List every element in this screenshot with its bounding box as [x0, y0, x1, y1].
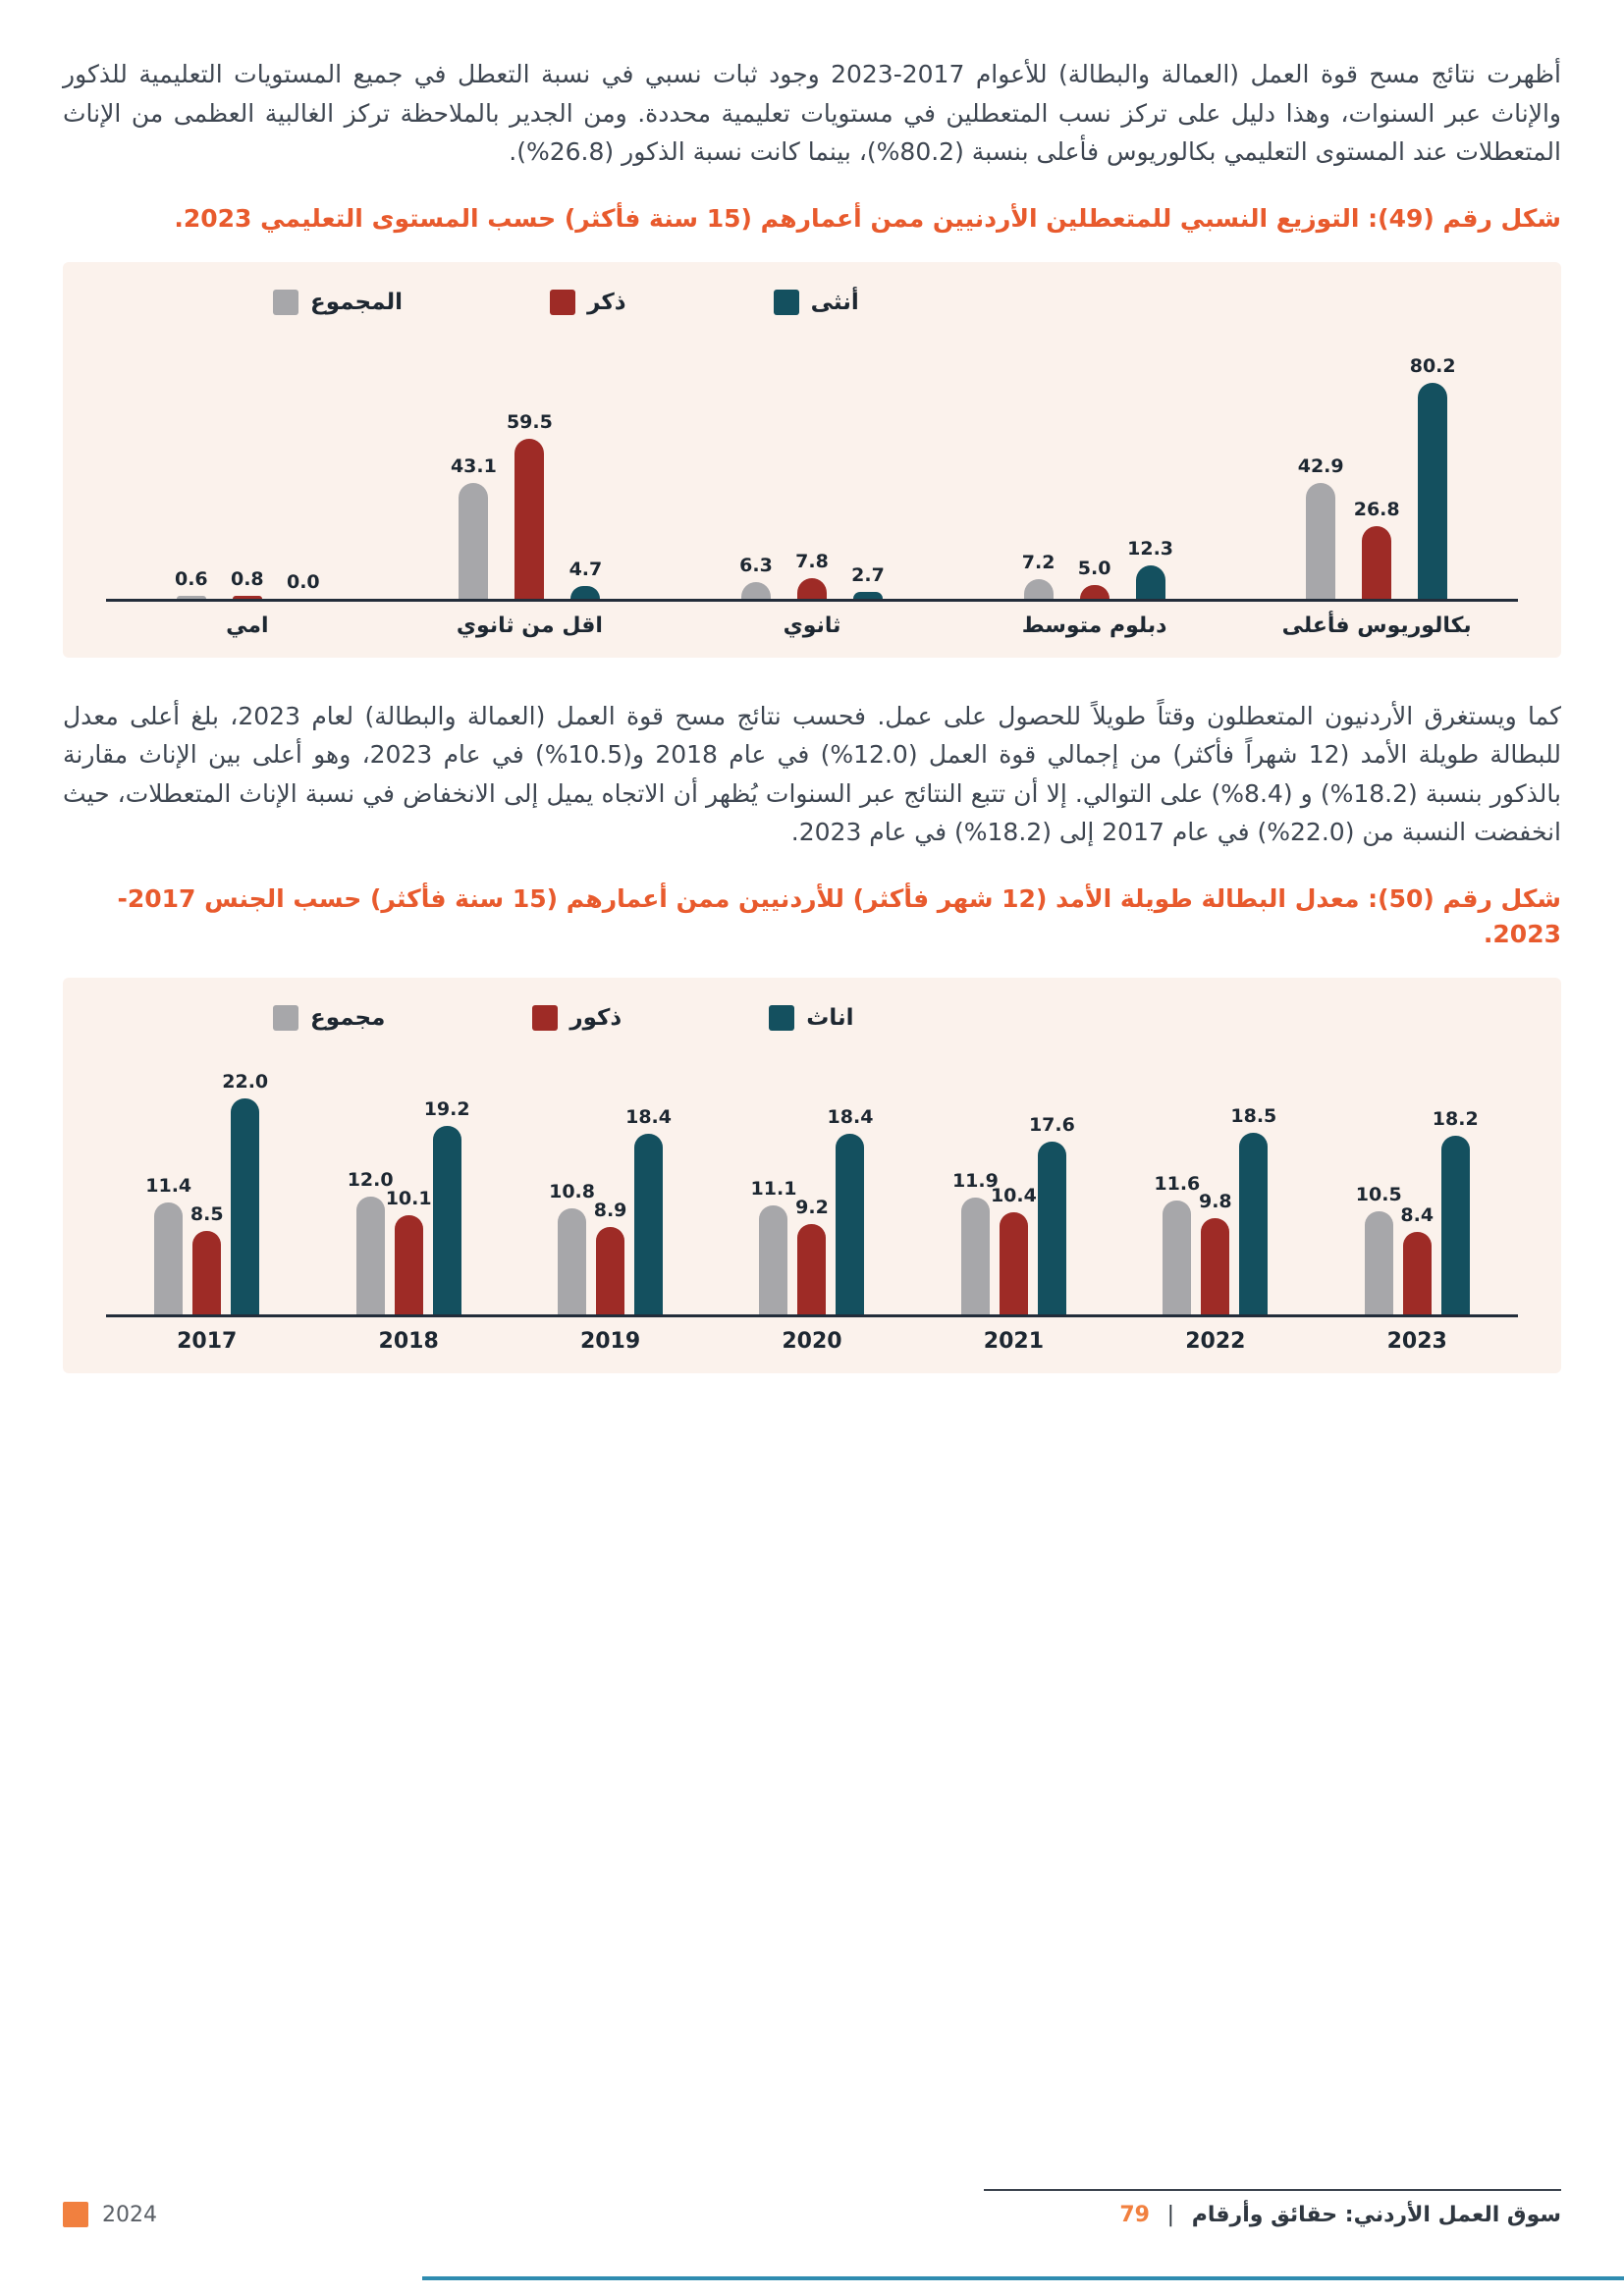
x-axis-category-label: 2021 [983, 1329, 1045, 1355]
legend-label: اناث [806, 1005, 854, 1032]
bar-value-label: 80.2 [1409, 354, 1456, 377]
bar [177, 596, 206, 599]
bar-column [593, 1200, 627, 1314]
bar-value-label: 9.8 [1198, 1191, 1232, 1213]
bar-column [1127, 537, 1174, 599]
bar-value-label: 12.0 [347, 1169, 394, 1192]
bar-value-label: 26.8 [1353, 498, 1400, 520]
bar-group [106, 568, 389, 599]
legend-label: ذكر [587, 289, 626, 315]
bar-column [990, 1185, 1037, 1314]
bar-group [1317, 1108, 1518, 1314]
bar-column [189, 1203, 224, 1314]
bar [514, 439, 544, 599]
bar [1362, 526, 1391, 599]
bar [231, 1098, 259, 1314]
year-marker-square-icon [63, 2202, 88, 2227]
bar-column [1028, 1114, 1075, 1314]
paragraph-longterm-unemployment: كما ويستغرق الأردنيون المتعطلون وقتاً طويلاً للحصول على عمل. فحسب نتائج مسح قوة العمل (العمالة والبطالة) لعام 2023، بلغ أعلى معدل للبطالة طويلة الأمد (12 شهراً فأكثر) من إجمالي قوة العمل (12.0%) في عام 2018 و(10.5%) في عام 2023، وهو أعلى بين الإناث مقارنة بالذكور بنسبة (18.2%) و (8.4%) على التوالي. إلا أن تتبع النتائج عبر السنوات يُظهر أن الاتجاه يميل إلى الانخفاض في نسبة الإناث المتعطلات، حيث انخفضت النسبة من (22.0%) في عام 2017 إلى (18.2%) في عام 2023. [63, 701, 1561, 847]
bar-column [797, 551, 827, 599]
bar-value-label: 42.9 [1297, 454, 1344, 477]
bar-group [389, 411, 672, 599]
bar [192, 1231, 221, 1314]
bar [596, 1227, 624, 1314]
figure49-title: شكل رقم (49): التوزيع النسبي للمتعطلين الأردنيين ممن أعمارهم (15 سنة فأكثر) حسب المستوى التعليمي 2023. [174, 203, 1561, 233]
footer-publication-title: سوق العمل الأردني: حقائق وأرقام [1191, 2203, 1561, 2227]
bar-column [1409, 354, 1456, 599]
chart-plot-area [106, 348, 1518, 602]
bar-column [385, 1188, 432, 1314]
bar-value-label: 7.8 [795, 550, 829, 572]
bar-column [1432, 1108, 1479, 1314]
footer-year: 2024 [102, 2202, 157, 2227]
chart-legend [273, 1005, 1518, 1031]
x-axis-category-label: دبلوم متوسط [1021, 613, 1167, 638]
bar-column [795, 1197, 829, 1314]
paragraph-unemployment-distribution: أظهرت نتائج مسح قوة العمل (العمالة والبطالة) للأعوام 2017-2023 وجود ثبات نسبي في نسبة التعطل في جميع المستويات التعليمية للذكور والإناث عبر السنوات، وهذا دليل على تركز نسب المتعطلين في مستويات تعليمية محددة. ومن الجدير بالملاحظة تركز الغالبية العظمى من الإناث المتعطلات عند المستوى التعليمي بكالوريوس فأعلى بنسبة (80.2%)، بينما كانت نسبة الذكور (26.8%). [63, 60, 1561, 166]
bar-value-label: 22.0 [222, 1071, 269, 1094]
x-axis-category-label: 2022 [1185, 1329, 1246, 1355]
footer-separator: | [1166, 2203, 1175, 2227]
bar-value-label: 5.0 [1077, 557, 1111, 579]
footer-publication [984, 2189, 1561, 2227]
bar-column [827, 1106, 874, 1314]
bar [1080, 585, 1110, 599]
bar [634, 1134, 663, 1314]
legend-item [774, 290, 859, 315]
chart-legend [273, 290, 1518, 315]
bar [1403, 1232, 1432, 1314]
bar-value-label: 12.3 [1127, 537, 1174, 560]
bar-value-label: 9.2 [795, 1197, 829, 1219]
bar-value-label: 10.5 [1355, 1184, 1402, 1206]
bar-column [625, 1106, 672, 1314]
bar-group [106, 1071, 307, 1314]
bar [154, 1202, 183, 1314]
bar [1306, 483, 1335, 599]
page-bottom-rule [422, 2276, 1624, 2280]
legend-label: مجموع [310, 1005, 386, 1032]
bar-column [1198, 1191, 1232, 1314]
bar-value-label: 8.4 [1400, 1204, 1435, 1227]
bar-value-label: 8.9 [593, 1200, 627, 1222]
bar-column [741, 555, 771, 599]
bar-value-label: 0.6 [174, 567, 208, 590]
bar [395, 1215, 423, 1314]
bar-column [1021, 551, 1056, 599]
bar-column [1230, 1105, 1277, 1314]
bar-group [1114, 1105, 1316, 1314]
bar-value-label: 7.2 [1021, 551, 1056, 573]
bar-value-label: 0.8 [230, 567, 264, 590]
x-axis-labels [106, 1317, 1518, 1354]
legend-swatch-icon [532, 1005, 558, 1031]
bar-value-label: 11.6 [1154, 1173, 1201, 1196]
bar-group [671, 551, 953, 599]
bar-column [145, 1175, 192, 1314]
x-axis-category-label: 2020 [782, 1329, 842, 1355]
bar-value-label: 18.2 [1432, 1108, 1479, 1131]
bar-column [750, 1178, 797, 1314]
legend-label: ذكور [569, 1005, 623, 1032]
bar [558, 1208, 586, 1314]
bar-column [1077, 557, 1111, 599]
bar-column [1400, 1204, 1435, 1314]
bar-group [307, 1098, 509, 1314]
bar-column [222, 1071, 269, 1314]
bar-column [853, 564, 883, 599]
bar [759, 1205, 787, 1314]
bar [1038, 1142, 1066, 1314]
bar-value-label: 11.9 [951, 1170, 999, 1193]
bar-column [423, 1098, 470, 1314]
x-axis-category-label: ثانوي [783, 613, 841, 638]
bar [1163, 1201, 1191, 1314]
bar-column [450, 454, 497, 599]
x-axis-category-label: 2019 [579, 1329, 641, 1355]
bar-column [506, 410, 553, 599]
bar-column [347, 1169, 394, 1314]
bar-column [174, 567, 208, 599]
bar-value-label: 11.4 [145, 1175, 192, 1198]
bar-column [1353, 498, 1400, 599]
bar [797, 1224, 826, 1314]
legend-label: المجموع [310, 289, 404, 315]
bar-group [953, 538, 1236, 599]
legend-item [532, 1005, 622, 1031]
x-axis-category-label: 2017 [177, 1329, 238, 1355]
footer-year-block [63, 2202, 157, 2227]
bar-column [568, 558, 603, 599]
bar-value-label: 0.0 [286, 570, 320, 593]
bar-column [549, 1181, 595, 1314]
bar-value-label: 18.5 [1230, 1105, 1277, 1128]
bar-value-label: 6.3 [739, 554, 773, 576]
x-axis-category-label: بكالوريوس فأعلى [1281, 613, 1472, 638]
bar-value-label: 18.4 [827, 1106, 874, 1129]
bar [853, 592, 883, 599]
bar-value-label: 10.4 [990, 1185, 1037, 1207]
bar-group [711, 1106, 912, 1314]
bar-value-label: 17.6 [1028, 1114, 1075, 1137]
bar-column [230, 567, 264, 599]
bar [570, 586, 600, 599]
bar-value-label: 10.8 [549, 1181, 595, 1203]
bar [1136, 565, 1165, 599]
bar [356, 1197, 385, 1314]
bar-value-label: 18.4 [625, 1106, 672, 1129]
bar [797, 578, 827, 599]
legend-swatch-icon [273, 290, 298, 315]
legend-item [273, 1005, 385, 1031]
bar [1239, 1133, 1268, 1314]
legend-swatch-icon [550, 290, 575, 315]
bar [1441, 1136, 1470, 1314]
bar [1418, 383, 1447, 599]
bar-value-label: 59.5 [506, 410, 553, 433]
bar [1024, 579, 1054, 599]
bar [233, 596, 262, 599]
figure49-bar-chart [63, 262, 1561, 658]
bar-value-label: 2.7 [851, 563, 885, 586]
bar-group [913, 1114, 1114, 1314]
bar-value-label: 43.1 [450, 454, 497, 477]
legend-label: أنثى [810, 289, 859, 315]
bar [961, 1198, 990, 1314]
page-footer [63, 2189, 1561, 2227]
x-axis-category-label: 2018 [378, 1329, 439, 1355]
bar [836, 1134, 864, 1314]
legend-swatch-icon [769, 1005, 794, 1031]
bar-value-label: 4.7 [568, 558, 603, 580]
bar-value-label: 19.2 [423, 1098, 470, 1121]
legend-item [769, 1005, 853, 1031]
page-number: 79 [1119, 2203, 1150, 2227]
bar [1201, 1218, 1229, 1314]
bar [459, 483, 488, 599]
bar-value-label: 11.1 [750, 1178, 797, 1201]
legend-item [273, 290, 403, 315]
x-axis-category-label: 2023 [1386, 1329, 1447, 1355]
bar-value-label: 8.5 [189, 1203, 224, 1226]
bar-group [1235, 355, 1518, 599]
x-axis-category-label: امي [226, 613, 269, 638]
bar [433, 1126, 461, 1314]
bar-value-label: 10.1 [385, 1188, 432, 1210]
bar [1000, 1212, 1028, 1314]
bar-column [1297, 454, 1344, 599]
bar [741, 582, 771, 599]
figure50-title: شكل رقم (50): معدل البطالة طويلة الأمد (12 شهر فأكثر) للأردنيين ممن أعمارهم (15 سنة فأكثر) حسب الجنس 2017-2023. [117, 883, 1561, 948]
x-axis-category-label: اقل من ثانوي [456, 613, 603, 638]
legend-swatch-icon [273, 1005, 298, 1031]
legend-item [550, 290, 626, 315]
x-axis-labels [106, 602, 1518, 638]
bar-column [1355, 1184, 1402, 1314]
bar-group [510, 1106, 711, 1314]
bar-column [286, 570, 320, 599]
legend-swatch-icon [774, 290, 799, 315]
bar-column [951, 1170, 999, 1314]
figure50-bar-chart [63, 978, 1561, 1373]
chart-plot-area [106, 1064, 1518, 1317]
bar [1365, 1211, 1393, 1314]
bar-column [1154, 1173, 1201, 1314]
